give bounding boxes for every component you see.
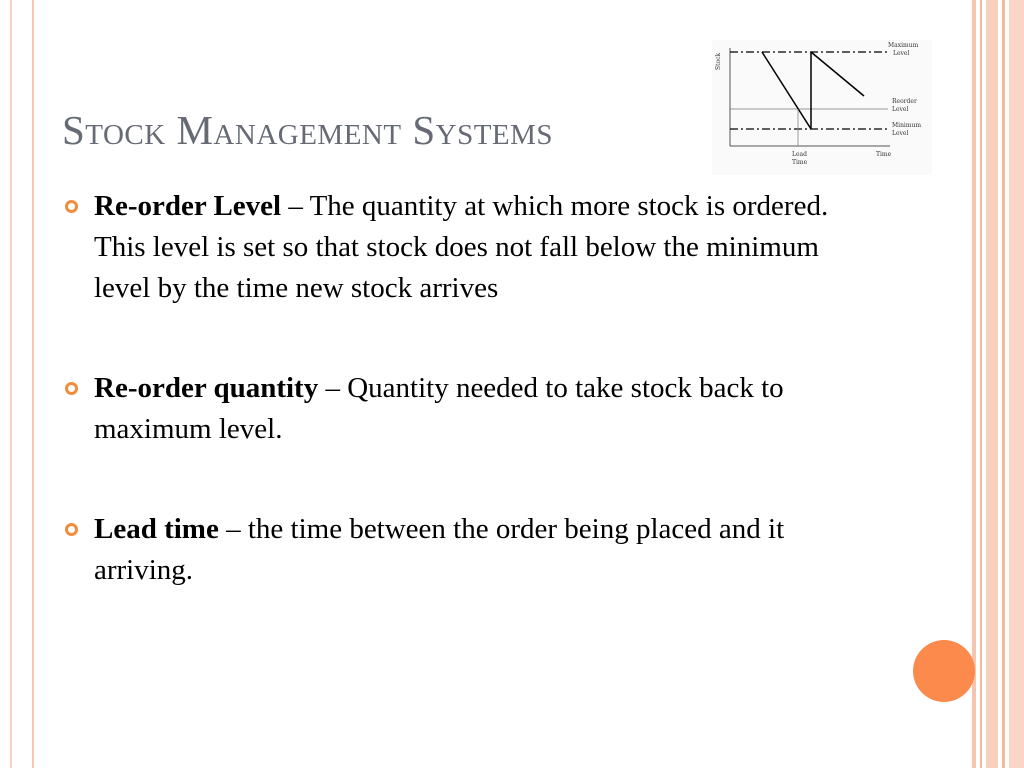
diagram-y-label: Stock	[715, 52, 722, 70]
lead-label-1: Lead	[792, 151, 807, 158]
bullet-circle-icon	[65, 200, 78, 213]
bullet-separator: –	[218, 513, 248, 545]
bullet-term: Lead time	[94, 513, 219, 545]
bullet-circle-icon	[65, 382, 78, 395]
bullet-reorder-level	[62, 186, 852, 309]
max-label-1: Maximum	[888, 42, 919, 49]
bullet-term: Re-order Level	[94, 190, 282, 222]
bullet-separator: –	[318, 372, 348, 404]
decorative-orange-circle	[913, 640, 975, 702]
lead-label-2: Time	[792, 159, 808, 166]
bullet-separator: –	[281, 190, 310, 222]
reorder-label-2: Level	[892, 106, 909, 113]
bullet-text: the time between the order being placed and it arriving.	[94, 513, 785, 586]
bullet-text: The quantity at which more stock is ordered. This level is set so that stock does not fall below the minimum level by the time new stock arrives	[94, 190, 829, 304]
bullet-circle-icon	[65, 523, 78, 536]
bullet-reorder-quantity	[62, 368, 852, 450]
stock-level-diagram	[712, 40, 932, 175]
reorder-label-1: Reorder	[892, 98, 917, 105]
left-frame-border	[0, 0, 34, 768]
bullet-lead-time	[62, 509, 852, 591]
right-frame-stripes	[972, 0, 1024, 768]
slide-title: Stock Management Systems	[62, 107, 554, 153]
bullet-list	[62, 186, 852, 591]
bullet-text: Quantity needed to take stock back to maximum level.	[94, 372, 784, 445]
bullet-term: Re-order quantity	[94, 372, 319, 404]
max-label-2: Level	[893, 50, 910, 57]
diagram-x-label: Time	[876, 151, 892, 158]
min-label-2: Level	[892, 130, 909, 137]
min-label-1: Minimum	[892, 122, 922, 129]
